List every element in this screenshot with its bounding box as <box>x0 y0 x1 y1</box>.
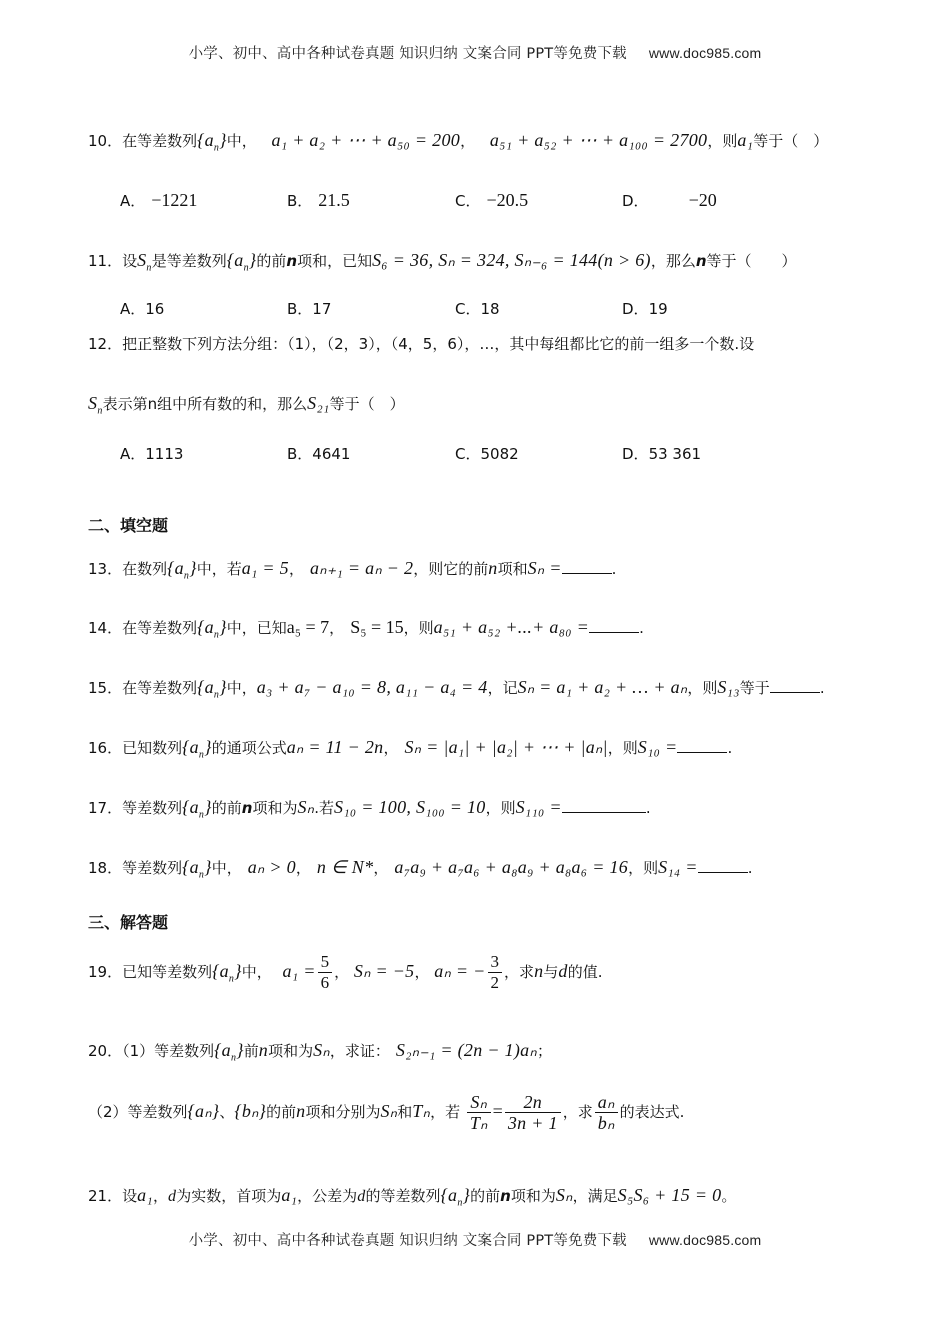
q10-option-c: C． −20.5 <box>455 190 529 210</box>
fraction-5-6: $\frac{5}{6}$ <box>318 952 333 993</box>
question-15: 15．在等差数列$\{a_n\}$中，a₃ + a₇ − a₁₀ = 8, a₁₁ − a₄ = 4，记Sₙ = a₁ + a₂ + … + aₙ，则S₁₃等于 . <box>88 677 825 701</box>
q11-option-b: B．17 <box>287 300 332 318</box>
q10-cond2: a₅₁ + a₅₂ + ⋯ + a₁₀₀ = 2700 <box>489 130 708 150</box>
question-14: 14．在等差数列$\{a_n\}$中，已知a₅ = 7， S₅ = 15，则a₅₁ + a₅₂ +...+ a₈₀ = . <box>88 617 644 641</box>
q11-option-d: D．19 <box>622 300 668 318</box>
seq-an: $\{a_n\}$ <box>226 250 257 274</box>
question-21: 21．设a₁，d为实数，首项为a₁，公差为d的等差数列$\{a_n\}$的前n项和为Sₙ，满足S₅S₆ + 15 = 0。 <box>88 1185 737 1209</box>
section-fill-in: 二、填空题 <box>88 516 169 535</box>
question-12: 12．把正整数下列方法分组：（1），（2，3），（4，5，6），…，其中每组都比它的前一组多一个数.设 <box>88 335 755 353</box>
footer-site-link[interactable]: www.doc985.com <box>648 1232 762 1248</box>
q11-option-a: A．16 <box>120 300 165 318</box>
q10-option-a: A． −1221 <box>120 190 198 210</box>
question-20-part2: （2）等差数列{aₙ}、{bₙ}的前n项和分别为Sₙ和Tₙ，若 $\frac{\text{Sₙ}}{\text{Tₙ}}$ = $\frac{2n}{3n + 1}$ ，求 $\frac{\text{aₙ}}{\text{bₙ}}$ 的表达式. <box>88 1092 685 1133</box>
header-banner <box>0 42 950 63</box>
header-text: 小学、初中、高中各种试卷真题 知识归纳 文案合同 PPT等免费下载 <box>188 46 627 62</box>
question-16: 16．已知数列$\{a_n\}$的通项公式aₙ = 11 − 2n， Sₙ = |a₁| + |a₂| + ⋯ + |aₙ|，则S₁₀ = . <box>88 737 733 761</box>
question-18: 18．等差数列$\{a_n\}$中， aₙ > 0， n ∈ N*， a₇a₉ + a₇a₆ + a₈a₉ + a₈a₆ = 16，则S₁₄ = . <box>88 857 753 881</box>
question-11: 11．设$S_n$是等差数列$\{a_n\}$的前n项和，已知S₆ = 36, Sₙ = 324, Sₙ₋₆ = 144(n > 6)，那么n等于（ ） <box>88 250 797 274</box>
q10-option-b: B． 21.5 <box>287 190 350 210</box>
fraction-an-bn: $\frac{\text{aₙ}}{\text{bₙ}}$ <box>595 1092 618 1133</box>
seq-an: $\{a_n\}$ <box>167 558 197 582</box>
q12-option-d: D．53 361 <box>622 445 702 463</box>
q11-cond: S₆ = 36, Sₙ = 324, Sₙ₋₆ = 144(n > 6) <box>372 250 651 270</box>
q12-option-b: B．4641 <box>287 445 351 463</box>
q11-option-c: C．18 <box>455 300 500 318</box>
fraction-sn-tn: $\frac{\text{Sₙ}}{\text{Tₙ}}$ <box>467 1092 491 1133</box>
question-12-line2: $S_n$表示第n组中所有数的和，那么S₂₁等于（ ） <box>88 393 405 417</box>
q12-option-a: A．1113 <box>120 445 184 463</box>
seq-an: $\{a_n\}$ <box>197 677 227 701</box>
answer-blank[interactable] <box>562 573 612 574</box>
footer-text: 小学、初中、高中各种试卷真题 知识归纳 文案合同 PPT等免费下载 <box>188 1233 627 1249</box>
seq-an: $\{a_n\}$ <box>212 961 242 985</box>
seq-an: $\{a_n\}$ <box>197 617 227 641</box>
answer-blank[interactable] <box>677 752 727 753</box>
question-20: 20．（1）等差数列$\{a_n\}$前n项和为Sₙ，求证： S₂ₙ₋₁ = (2n − 1)aₙ； <box>88 1040 552 1064</box>
question-13: 13．在数列$\{a_n\}$中，若a₁ = 5， aₙ₊₁ = aₙ − 2，则它的前n项和Sₙ = . <box>88 558 617 582</box>
seq-an: $\{a_n\}$ <box>182 737 212 761</box>
fraction-3-2: $\frac{3}{2}$ <box>488 952 503 993</box>
answer-blank[interactable] <box>770 692 820 693</box>
footer-banner <box>0 1229 950 1250</box>
seq-an: $\{a_n\}$ <box>182 857 212 881</box>
question-19: 19．已知等差数列$\{a_n\}$中， a₁ = $\frac{5}{6}$ ， Sₙ = −5， aₙ = − $\frac{3}{2}$ ，求n与d的值. <box>88 952 603 992</box>
answer-blank[interactable] <box>589 632 639 633</box>
seq-an: $\{a_n\}$ <box>182 797 212 821</box>
seq-an: $\{a_n\}$ <box>197 130 227 154</box>
fraction-2n: $\frac{2n}{3n + 1}$ <box>505 1092 561 1133</box>
seq-an: $\{a_n\}$ <box>440 1185 471 1209</box>
question-10: 10．在等差数列$\{a_n\}$中， a₁ + a₂ + ⋯ + a₅₀ = 200， a₅₁ + a₅₂ + ⋯ + a₁₀₀ = 2700，则a₁等于（ ） <box>88 130 829 154</box>
question-17: 17．等差数列$\{a_n\}$的前n项和为Sₙ.若S₁₀ = 100, S₁₀₀ = 10，则S₁₁₀ = . <box>88 797 651 821</box>
q12-option-c: C．5082 <box>455 445 519 463</box>
q10-option-d: D． −20 <box>622 190 717 210</box>
answer-blank[interactable] <box>698 872 748 873</box>
section-answer: 三、解答题 <box>88 913 169 932</box>
header-site-link[interactable]: www.doc985.com <box>648 45 762 61</box>
answer-blank[interactable] <box>562 812 646 813</box>
q10-cond1: a₁ + a₂ + ⋯ + a₅₀ = 200 <box>271 130 461 150</box>
seq-an: $\{a_n\}$ <box>214 1040 244 1064</box>
